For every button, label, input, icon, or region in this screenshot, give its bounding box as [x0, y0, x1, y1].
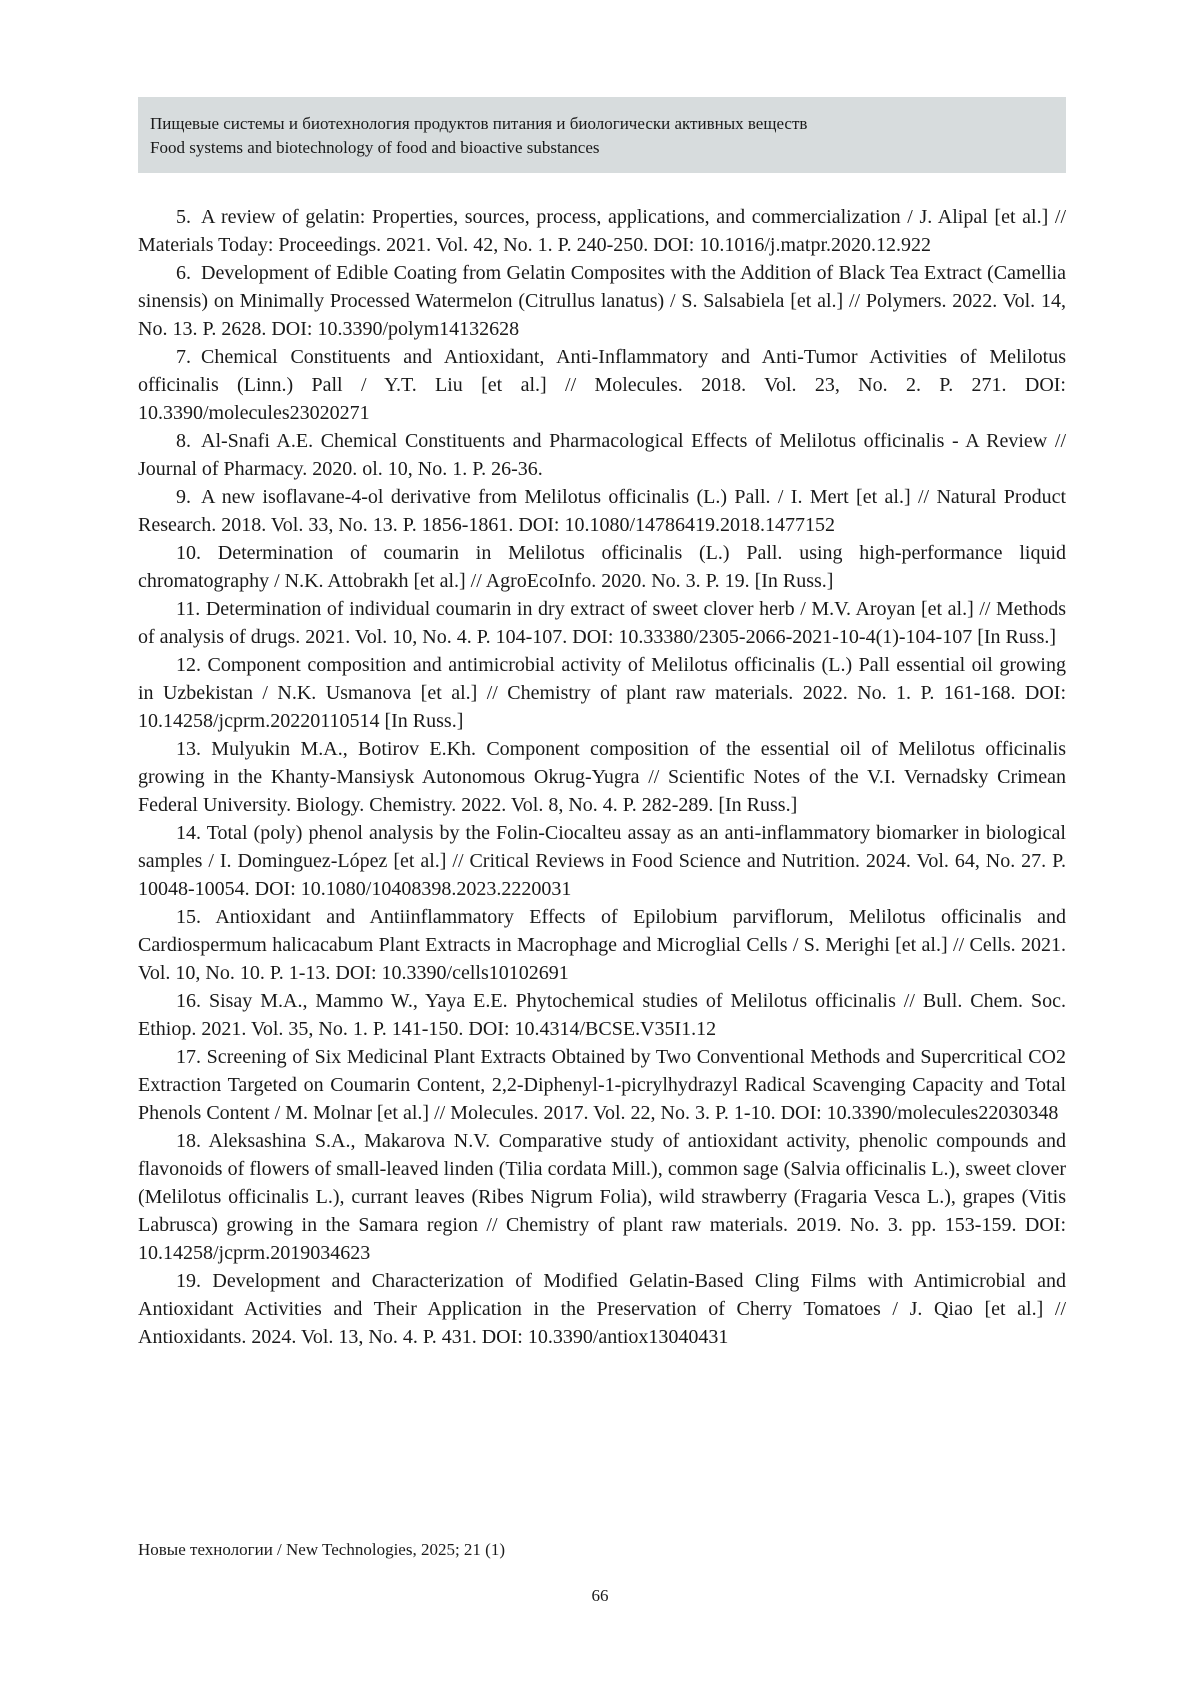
header-title-ru: Пищевые системы и биотехнология продуктов питания и биологически активных веществ	[150, 114, 808, 133]
reference-item: 5. A review of gelatin: Properties, sources, process, applications, and commercialization / J. Alipal [et al.] // Materials Today: Proceedings. 2021. Vol. 42, No. 1. P. 240-250. DOI: 10.1016/j.matpr.2020.12.922	[138, 206, 1066, 256]
reference-item: 15. Antioxidant and Antiinflammatory Effects of Epilobium parviflorum, Melilotus officinalis and Cardiospermum halicacabum Plant Extracts in Macrophage and Microglial Cells / S. Merighi [et al.] // Cells. 2021. Vol. 10, No. 10. P. 1-13. DOI: 10.3390/cells10102691	[138, 906, 1066, 984]
page-number: 66	[591, 1586, 609, 1605]
reference-item: 19. Development and Characterization of Modified Gelatin-Based Cling Films with Antimicrobial and Antioxidant Activities and Their Application in the Preservation of Cherry Tomatoes / J. Qiao [et al.] // Antioxidants. 2024. Vol. 13, No. 4. P. 431. DOI: 10.3390/antiox13040431	[138, 1270, 1066, 1348]
reference-item: 12. Component composition and antimicrobial activity of Melilotus officinalis (L.) Pall essential oil growing in Uzbekistan / N.K. Usmanova [et al.] // Chemistry of plant raw materials. 2022. No. 1. P. 161-168. DOI: 10.14258/jcprm.20220110514 [In Russ.]	[138, 654, 1066, 732]
header-title-en: Food systems and biotechnology of food and bioactive substances	[150, 138, 600, 157]
reference-list	[138, 203, 1066, 1351]
reference-item: 13. Mulyukin M.A., Botirov E.Kh. Component composition of the essential oil of Melilotus officinalis growing in the Khanty-Mansiysk Autonomous Okrug-Yugra // Scientific Notes of the V.I. Vernadsky Crimean Federal University. Biology. Chemistry. 2022. Vol. 8, No. 4. P. 282-289. [In Russ.]	[138, 738, 1066, 816]
reference-item: 16. Sisay M.A., Mammo W., Yaya E.E. Phytochemical studies of Melilotus officinalis // Bull. Chem. Soc. Ethiop. 2021. Vol. 35, No. 1. P. 141-150. DOI: 10.4314/BCSE.V35I1.12	[138, 990, 1066, 1040]
reference-item: 7. Chemical Constituents and Antioxidant, Anti-Inflammatory and Anti-Tumor Activities of Melilotus officinalis (Linn.) Pall / Y.T. Liu [et al.] // Molecules. 2018. Vol. 23, No. 2. P. 271. DOI: 10.3390/molecules23020271	[138, 346, 1066, 424]
reference-item: 17. Screening of Six Medicinal Plant Extracts Obtained by Two Conventional Methods and Supercritical CO2 Extraction Targeted on Coumarin Content, 2,2-Diphenyl-1-picrylhydrazyl Radical Scavenging Capacity and Total Phenols Content / M. Molnar [et al.] // Molecules. 2017. Vol. 22, No. 3. P. 1-10. DOI: 10.3390/molecules22030348	[138, 1046, 1066, 1124]
reference-item: 9. A new isoflavane-4-ol derivative from Melilotus officinalis (L.) Pall. / I. Mert [et al.] // Natural Product Research. 2018. Vol. 33, No. 13. P. 1856-1861. DOI: 10.1080/14786419.2018.1477152	[138, 486, 1066, 536]
running-header	[138, 97, 1066, 173]
footer-journal-citation: Новые технологии / New Technologies, 2025; 21 (1)	[138, 1540, 506, 1559]
reference-item: 14. Total (poly) phenol analysis by the Folin-Ciocalteu assay as an anti-inflammatory biomarker in biological samples / I. Dominguez-López [et al.] // Critical Reviews in Food Science and Nutrition. 2024. Vol. 64, No. 27. P. 10048-10054. DOI: 10.1080/10408398.2023.2220031	[138, 822, 1066, 900]
reference-item: 18. Aleksashina S.A., Makarova N.V. Comparative study of antioxidant activity, phenolic compounds and flavonoids of flowers of small-leaved linden (Tilia cordata Mill.), common sage (Salvia officinalis L.), sweet clover (Melilotus officinalis L.), currant leaves (Ribes Nigrum Folia), wild strawberry (Fragaria Vesca L.), grapes (Vitis Labrusca) growing in the Samara region // Chemistry of plant raw materials. 2019. No. 3. pp. 153-159. DOI: 10.14258/jcprm.2019034623	[138, 1130, 1066, 1264]
reference-item: 10. Determination of coumarin in Melilotus officinalis (L.) Pall. using high-performance liquid chromatography / N.K. Attobrakh [et al.] // AgroEcoInfo. 2020. No. 3. P. 19. [In Russ.]	[138, 542, 1066, 592]
reference-item: 8. Al-Snafi A.E. Chemical Constituents and Pharmacological Effects of Melilotus officinalis - A Review // Journal of Pharmacy. 2020. ol. 10, No. 1. P. 26-36.	[138, 430, 1066, 480]
reference-item: 11. Determination of individual coumarin in dry extract of sweet clover herb / M.V. Aroyan [et al.] // Methods of analysis of drugs. 2021. Vol. 10, No. 4. P. 104-107. DOI: 10.33380/2305-2066-2021-10-4(1)-104-107 [In Russ.]	[138, 598, 1066, 648]
reference-item: 6. Development of Edible Coating from Gelatin Composites with the Addition of Black Tea Extract (Camellia sinensis) on Minimally Processed Watermelon (Citrullus lanatus) / S. Salsabiela [et al.] // Polymers. 2022. Vol. 14, No. 13. P. 2628. DOI: 10.3390/polym14132628	[138, 262, 1066, 340]
